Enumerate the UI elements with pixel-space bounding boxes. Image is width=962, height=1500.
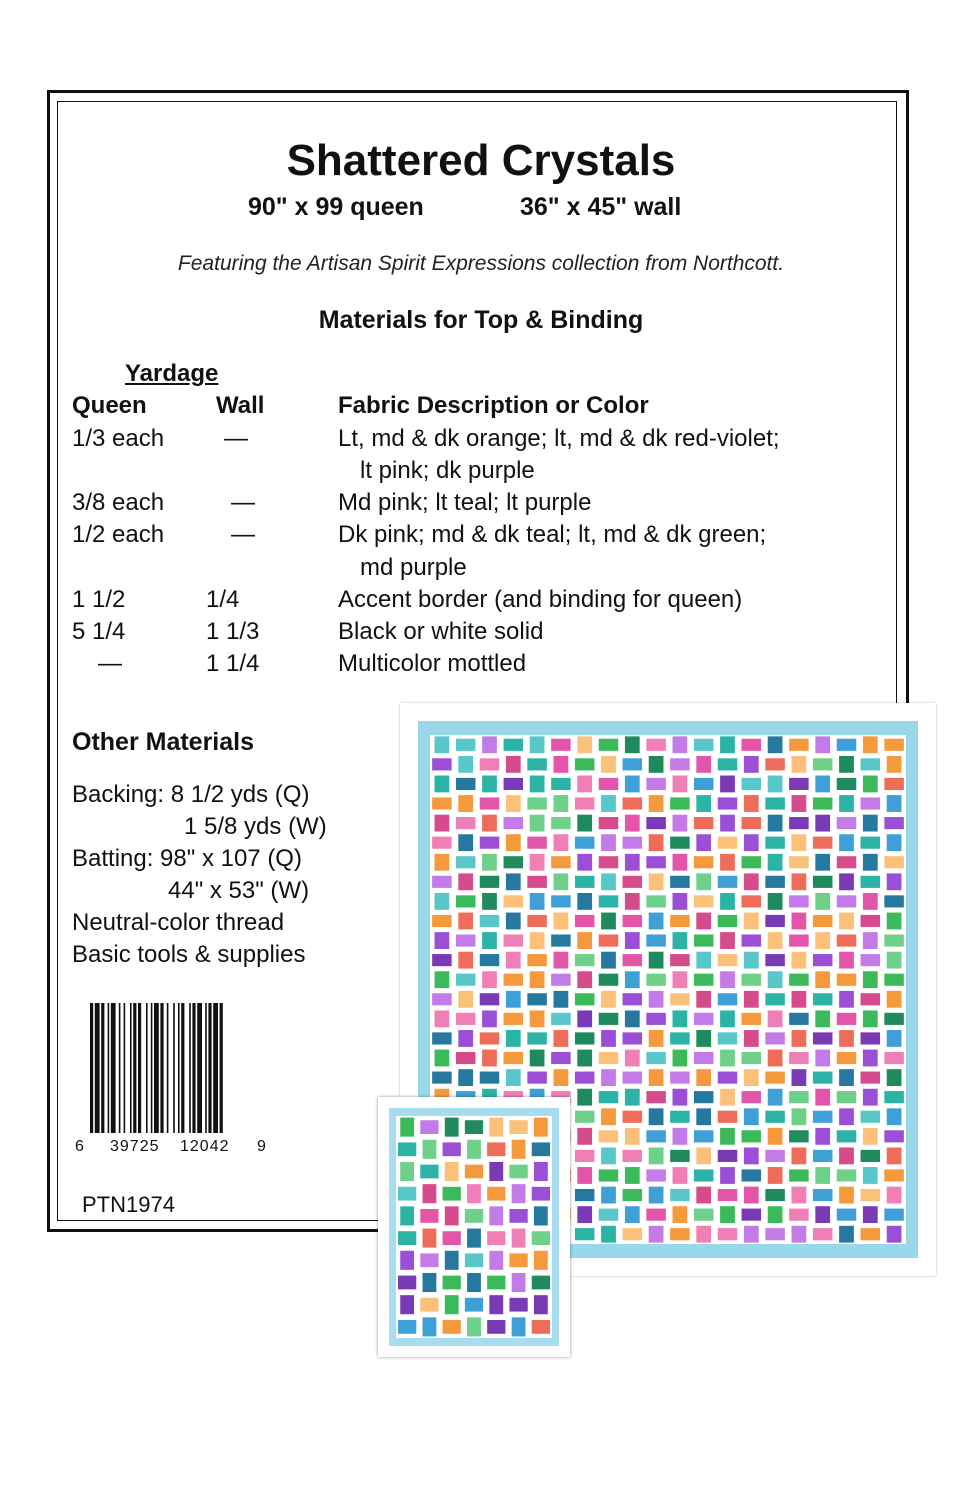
row-wall: — [231,521,255,548]
row-wall: — [224,425,248,452]
barcode-digits: 39725 [110,1138,160,1155]
barcode-digit: 9 [257,1138,267,1155]
row-queen: 5 1/4 [72,618,126,645]
col-fabric: Fabric Description or Color [338,392,649,419]
materials-heading: Materials for Top & Binding [318,306,644,334]
pattern-title: Shattered Crystals [286,136,676,185]
row-queen: 1/2 each [72,521,165,548]
row-fabric: Dk pink; md & dk teal; lt, md & dk green; [338,521,767,548]
row-wall: 1 1/3 [206,618,260,645]
quilt-tiles [396,1116,552,1338]
quilt-field [396,1116,552,1338]
yardage-label: Yardage [125,360,219,387]
pattern-number: PTN1974 [82,1192,175,1217]
col-wall: Wall [216,392,265,419]
barcode-icon [88,1003,280,1133]
row-fabric: Lt, md & dk orange; lt, md & dk red-violet; [338,425,780,452]
quilt-wall-image [378,1097,570,1357]
row-fabric: Multicolor mottled [338,650,527,677]
size-queen: 90" x 99 queen [248,193,424,221]
row-wall: 1/4 [206,586,240,613]
size-wall: 36" x 45" wall [520,193,682,221]
row-fabric: Accent border (and binding for queen) [338,586,743,613]
featuring-text: Featuring the Artisan Spirit Expressions collection from Northcott. [177,252,785,275]
row-fabric-cont: lt pink; dk purple [360,457,535,484]
row-fabric-cont: md purple [360,554,467,581]
row-queen: 1 1/2 [72,586,126,613]
row-fabric: Black or white solid [338,618,544,645]
row-wall: — [231,489,255,516]
quilt-border [389,1108,559,1346]
row-queen: — [98,650,122,677]
tools: Basic tools & supplies [72,941,306,968]
thread: Neutral-color thread [72,909,285,936]
batting-queen: Batting: 98" x 107 (Q) [72,845,302,872]
row-fabric: Md pink; lt teal; lt purple [338,489,592,516]
row-wall: 1 1/4 [206,650,260,677]
batting-wall: 44" x 53" (W) [168,877,310,904]
backing-wall: 1 5/8 yds (W) [184,813,327,840]
backing-queen: Backing: 8 1/2 yds (Q) [72,781,310,808]
col-queen: Queen [72,392,147,419]
other-materials-heading: Other Materials [72,728,255,756]
barcode-digits: 12042 [180,1138,230,1155]
barcode-digit: 6 [75,1138,85,1155]
row-queen: 1/3 each [72,425,165,452]
row-queen: 3/8 each [72,489,165,516]
